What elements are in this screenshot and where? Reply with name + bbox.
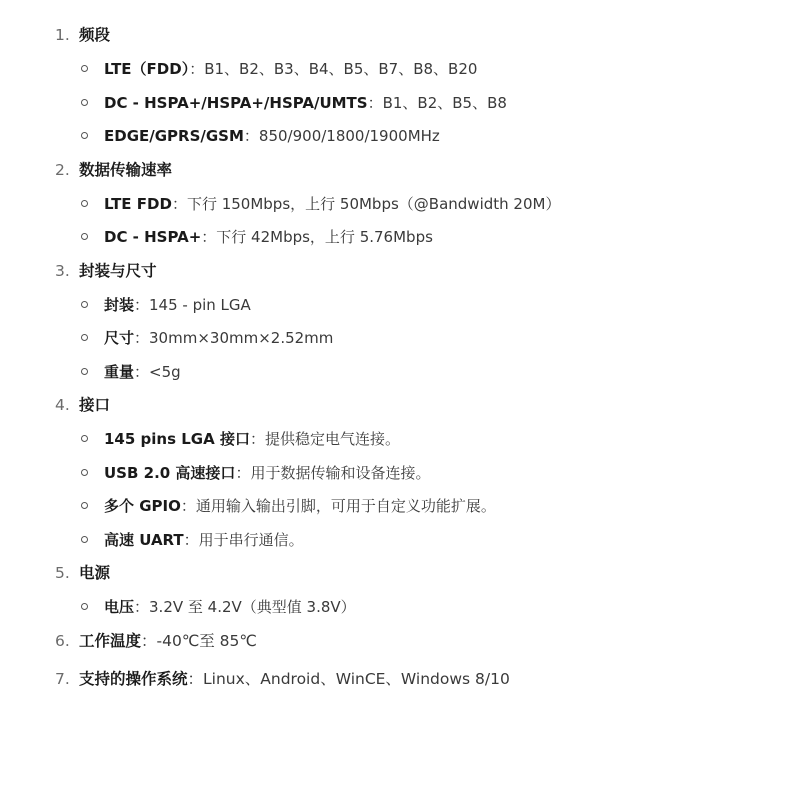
sub-item-text [104,325,333,351]
list-item-power [0,560,800,628]
sub-item-text [104,56,477,82]
sub-item-value: ：用于串行通信。 [183,530,304,549]
heading-label: 电源 [79,564,111,582]
list-item-heading [0,392,800,418]
hollow-bullet-icon [81,132,88,139]
sub-item-text [104,123,440,149]
list-number: 1. [55,26,70,44]
heading-label: 数据传输速率 [79,160,173,179]
sub-item-text [104,527,304,553]
list-item-supported-os [0,666,800,692]
list-item-heading [0,560,800,586]
sub-item-text [104,224,433,250]
sub-list-item [0,493,800,527]
list-number: 3. [55,261,70,280]
list-heading-text [79,22,110,48]
sub-item-value: ：145 - pin LGA [134,295,251,314]
sub-list-item [0,426,800,460]
sub-list-item [0,460,800,494]
sub-list-item [0,292,800,326]
list-heading-text [79,258,157,284]
sub-item-label: DC - HSPA+/HSPA+/HSPA/UMTS [104,93,368,112]
hollow-bullet-icon [81,536,88,543]
list-item-operating-temperature [0,628,800,654]
list-number: 6. [55,631,70,650]
sub-item-label: LTE（FDD） [104,60,190,78]
list-item-interfaces [0,392,800,560]
sub-item-text [104,292,251,318]
sub-item-text [104,460,430,486]
hollow-bullet-icon [81,200,88,207]
sub-item-text [104,90,507,116]
sub-list-item [0,191,800,225]
sub-item-text [104,493,496,519]
sub-list-item [0,123,800,157]
sub-item-value: ：下行 42Mbps，上行 5.76Mbps [201,228,433,246]
sub-item-label: 多个 GPIO [104,497,181,515]
sub-list [0,594,800,628]
list-number: 2. [55,160,70,179]
sub-item-label: 尺寸 [104,329,135,347]
sub-item-label: 电压 [104,598,135,616]
list-item-heading [0,258,800,284]
list-heading-text [79,628,257,654]
heading-label: 支持的操作系统 [79,669,188,688]
sub-item-value: ：850/900/1800/1900MHz [243,127,440,145]
list-item-heading [0,22,800,48]
sub-item-value: ：下行 150Mbps，上行 50Mbps（@Bandwidth 20M） [171,194,561,213]
sub-item-value: ：提供稳定电气连接。 [249,430,400,448]
sub-item-label: DC - HSPA+ [104,228,202,246]
heading-value: ：Linux、Android、WinCE、Windows 8/10 [187,669,510,688]
list-number: 5. [55,564,70,582]
sub-item-text [104,191,560,217]
hollow-bullet-icon [81,233,88,240]
hollow-bullet-icon [81,65,88,72]
sub-item-label: USB 2.0 高速接口 [104,463,236,482]
sub-item-label: 145 pins LGA 接口 [104,430,250,448]
sub-item-text [104,359,181,385]
hollow-bullet-icon [81,334,88,341]
sub-list [0,426,800,560]
list-heading-text [79,560,110,586]
hollow-bullet-icon [81,368,88,375]
hollow-bullet-icon [81,301,88,308]
list-item-frequency-bands [0,22,800,157]
sub-list-item [0,359,800,393]
list-number: 7. [55,669,70,688]
sub-item-label: LTE FDD [104,194,172,213]
sub-item-label: EDGE/GPRS/GSM [104,127,244,145]
sub-list [0,56,800,157]
list-number: 4. [55,396,70,414]
heading-label: 工作温度 [79,631,142,650]
sub-list-item [0,56,800,90]
sub-list [0,191,800,258]
list-heading-text [79,157,172,183]
hollow-bullet-icon [81,435,88,442]
heading-label: 封装与尺寸 [79,261,157,280]
sub-item-value: ：B1、B2、B5、B8 [367,93,507,112]
sub-list-item [0,527,800,561]
list-heading-text [79,392,110,418]
sub-item-text [104,594,356,620]
list-heading-text [79,666,510,692]
list-item-package-size [0,258,800,393]
hollow-bullet-icon [81,603,88,610]
sub-item-value: ：用于数据传输和设备连接。 [235,463,431,482]
sub-item-label: 重量 [104,362,135,381]
heading-value: ：-40℃至 85℃ [141,631,257,650]
list-item-data-rate [0,157,800,258]
sub-item-value: ：<5g [134,362,181,381]
list-item-heading [0,157,800,183]
list-item-heading [0,666,800,692]
sub-list-item [0,325,800,359]
heading-label: 接口 [79,396,111,414]
heading-label: 频段 [79,26,111,44]
hollow-bullet-icon [81,469,88,476]
list-item-heading [0,628,800,654]
sub-item-label: 高速 UART [104,530,184,549]
sub-item-value: ：通用输入输出引脚，可用于自定义功能扩展。 [180,497,496,515]
sub-item-value: ：30mm×30mm×2.52mm [134,329,334,347]
sub-item-value: ：B1、B2、B3、B4、B5、B7、B8、B20 [189,60,478,78]
spec-list [0,22,800,700]
sub-list-item [0,90,800,124]
hollow-bullet-icon [81,99,88,106]
sub-list-item [0,224,800,258]
sub-item-text [104,426,400,452]
sub-list [0,292,800,393]
sub-list-item [0,594,800,628]
sub-item-label: 封装 [104,295,135,314]
hollow-bullet-icon [81,502,88,509]
sub-item-value: ：3.2V 至 4.2V（典型值 3.8V） [134,598,356,616]
